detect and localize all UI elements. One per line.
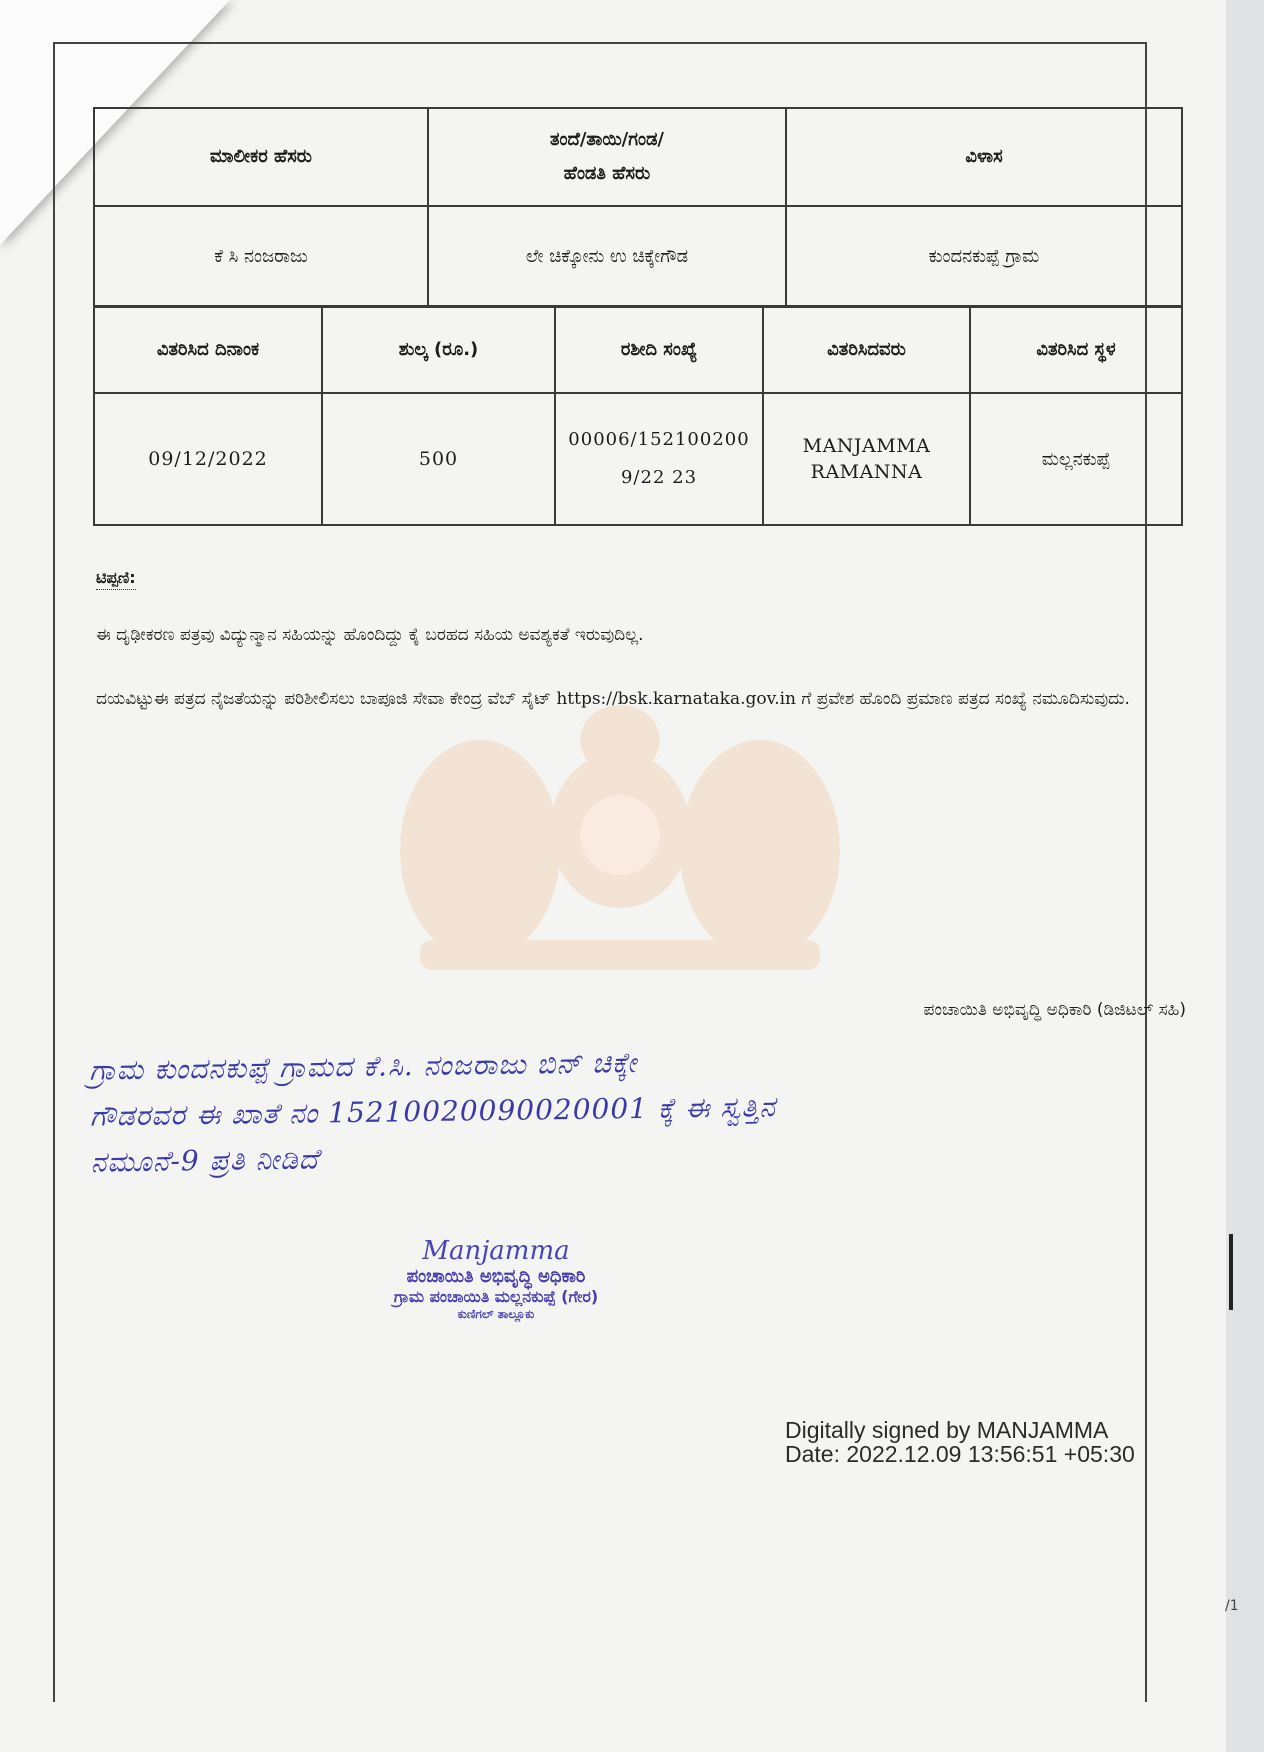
karnataka-emblem-watermark-icon xyxy=(360,700,880,1000)
owner-table-header-row xyxy=(94,108,1182,206)
handwritten-signature: Manjamma xyxy=(422,1236,570,1266)
header-owner-name: ಮಾಲೀಕರ ಹೆಸರು xyxy=(94,108,428,206)
issue-table xyxy=(93,306,1183,526)
cell-issue-place: ಮಲ್ಲನಕುಪ್ಪೆ xyxy=(970,393,1182,525)
header-issued-by: ವಿತರಿಸಿದವರು xyxy=(763,307,970,393)
binding-mark xyxy=(1229,1234,1233,1310)
cell-issued-by: MANJAMMA RAMANNA xyxy=(763,393,970,525)
signatory-title: ಪಂಚಾಯಿತಿ ಅಭಿವೃದ್ಧಿ ಅಧಿಕಾರಿ (ಡಿಜಿಟಲ್ ಸಹಿ) xyxy=(923,1000,1186,1020)
stamp-line-2: ಗ್ರಾಮ ಪಂಚಾಯಿತಿ ಮಲ್ಲನಕುಪ್ಪೆ (ಗೇರ) xyxy=(393,1287,599,1306)
header-receipt-number: ರಶೀದಿ ಸಂಖ್ಯೆ xyxy=(555,307,763,393)
header-fee: ಶುಲ್ಕ (ರೂ.) xyxy=(322,307,555,393)
issue-table-row xyxy=(94,393,1182,525)
note-line-2-prefix: ದಯವಿಟ್ಟುಈ ಪತ್ರದ ನೈಜತೆಯನ್ನು ಪರಿಶೀಲಿಸಲು ಬಾಪೂಜಿ ಸೇವಾ ಕೇಂದ್ರ ವೆಬ್ ಸೈಟ್ xyxy=(96,689,551,709)
note-label: ಟಿಪ್ಪಣಿ: xyxy=(96,568,136,590)
cell-fee: 500 xyxy=(322,393,555,525)
cell-issue-date: 09/12/2022 xyxy=(94,393,322,525)
note-line-1: ಈ ದೃಢೀಕರಣ ಪತ್ರವು ವಿದ್ಯುನ್ಮಾನ ಸಹಿಯನ್ನು ಹೊಂದಿದ್ದು ಕೈ ಬರಹದ ಸಹಿಯ ಅವಶ್ಯಕತೆ ಇರುವುದಿಲ್ಲ. xyxy=(96,625,644,645)
handwritten-line-2: ಗೌಡರವರ ಈ ಖಾತೆ ನಂ 15210020090020001 ಕ್ಕೆ ಈ ಸ್ವತ್ತಿನ xyxy=(89,1090,777,1133)
digital-signature-date: Date: 2022.12.09 13:56:51 +05:30 xyxy=(785,1441,1135,1467)
handwritten-line-1: ಗ್ರಾಮ ಕುಂದನಕುಪ್ಪೆ ಗ್ರಾಮದ ಕೆ.ಸಿ. ನಂಜರಾಜು ಬಿನ್ ಚಿಕ್ಕೇ xyxy=(89,1046,638,1087)
owner-table xyxy=(93,107,1183,307)
header-parent-spouse-text: ತಂದೆ/ತಾಯಿ/ಗಂಡ/ ಹೆಂಡತಿ ಹೆಸರು xyxy=(550,129,664,184)
verification-url: https://bsk.karnataka.gov.in xyxy=(556,689,797,709)
handwritten-line-3: ನಮೂನೆ-9 ಪ್ರತಿ ನೀಡಿದೆ xyxy=(90,1142,320,1179)
header-address: ವಿಳಾಸ xyxy=(786,108,1182,206)
note-line-2-suffix: ಗೆ ಪ್ರವೇಶ ಹೊಂದಿ ಪ್ರಮಾಣ ಪತ್ರದ ಸಂಖ್ಯೆ ನಮೂದಿಸುವುದು. xyxy=(801,689,1130,709)
officer-stamp xyxy=(316,1236,676,1322)
cell-address: ಕುಂದನಕುಪ್ಪೆ ಗ್ರಾಮ xyxy=(786,206,1182,306)
handwritten-note xyxy=(89,1032,1191,1185)
cell-parent-spouse-name: ಲೇ ಚಿಕ್ಕೋನು ಉ ಚಿಕ್ಕೇಗೌಡ xyxy=(428,206,786,306)
digital-signature-block xyxy=(785,1418,1135,1466)
header-parent-spouse-name xyxy=(428,108,786,206)
header-issue-date: ವಿತರಿಸಿದ ದಿನಾಂಕ xyxy=(94,307,322,393)
header-issue-place: ವಿತರಿಸಿದ ಸ್ಥಳ xyxy=(970,307,1182,393)
issue-table-header-row xyxy=(94,307,1182,393)
page-number-mark: /1 xyxy=(1225,1598,1239,1614)
scan-background-strip xyxy=(1226,0,1264,1752)
stamp-line-1: ಪಂಚಾಯಿತಿ ಅಭಿವೃದ್ಧಿ ಅಧಿಕಾರಿ xyxy=(406,1266,586,1287)
digital-signature-line-1: Digitally signed by MANJAMMA xyxy=(785,1417,1109,1443)
cell-owner-name: ಕೆ ಸಿ ನಂಜರಾಜು xyxy=(94,206,428,306)
stamp-line-3: ಕುಣಿಗಲ್ ತಾಲ್ಲೂಕು xyxy=(457,1307,535,1321)
cell-receipt-number: 00006/152100200 9/22 23 xyxy=(555,393,763,525)
owner-table-row xyxy=(94,206,1182,306)
